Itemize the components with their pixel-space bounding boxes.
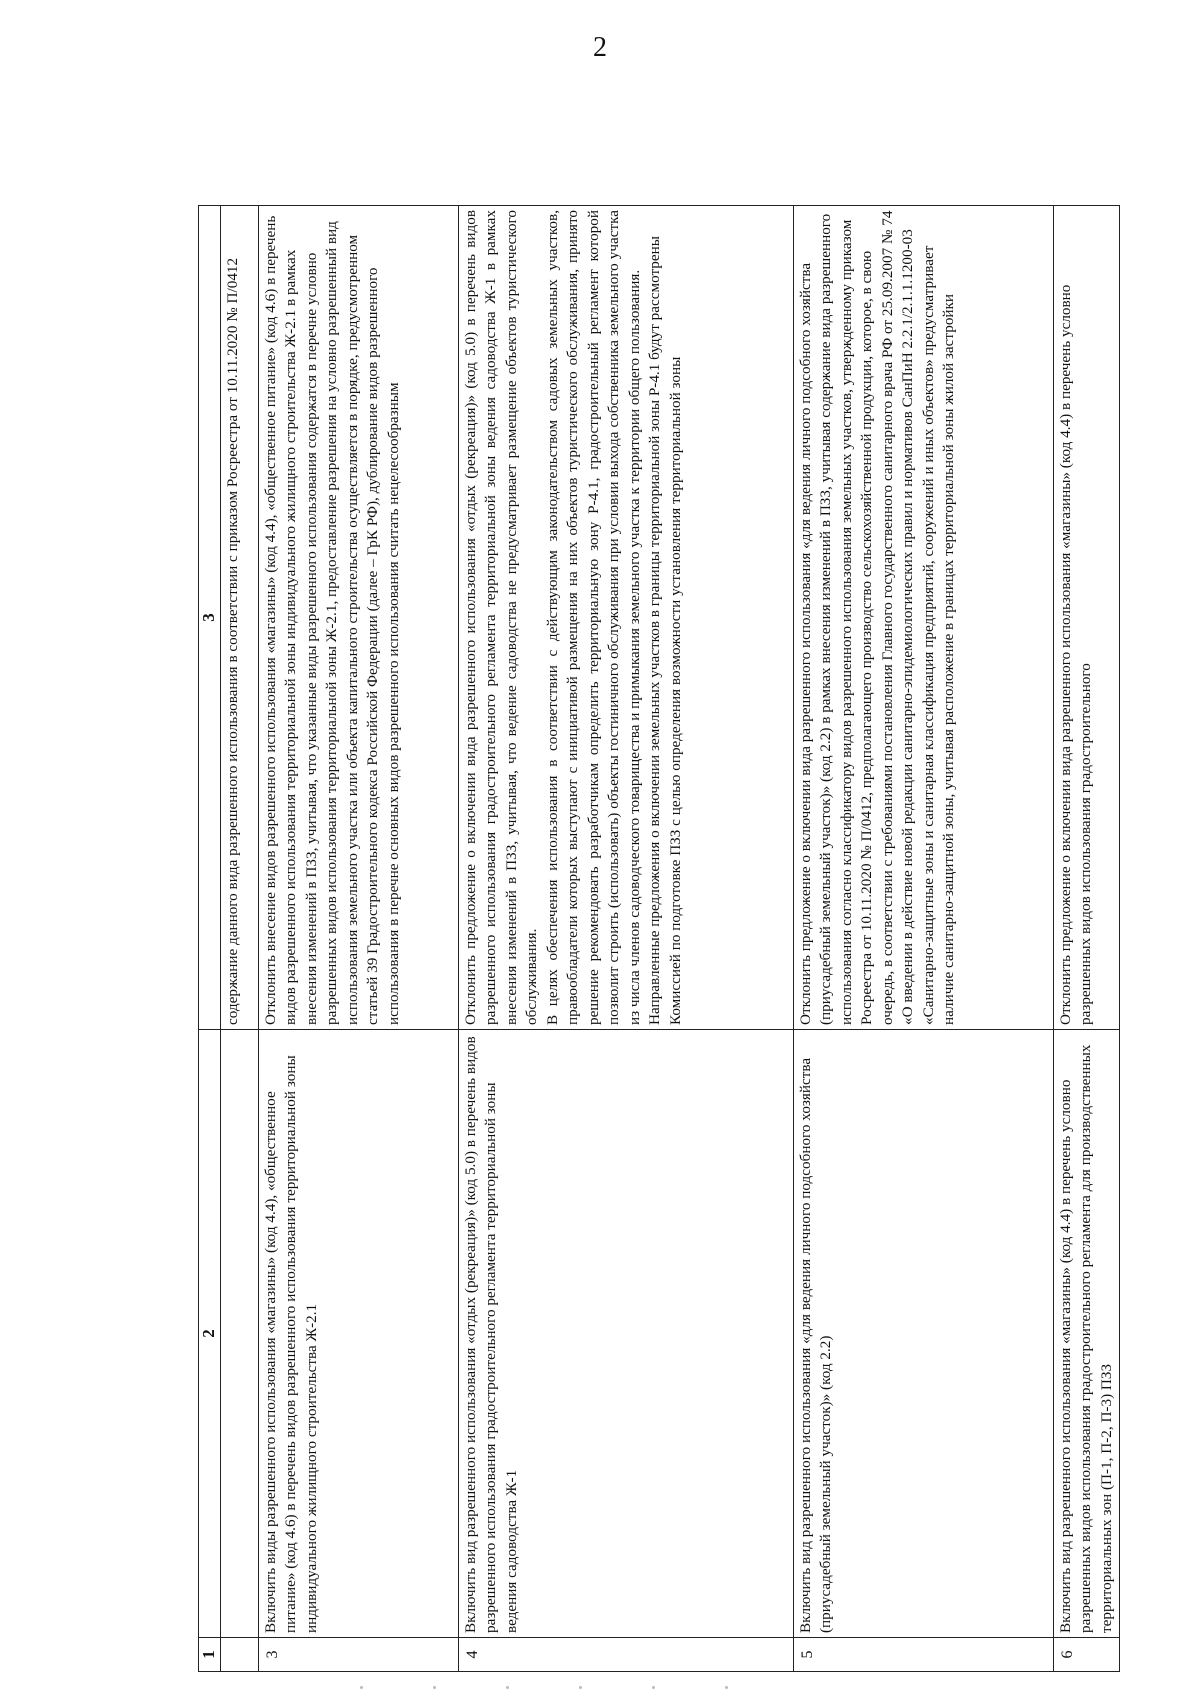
rotated-table-container xyxy=(198,206,1118,1672)
row-proposal: Включить вид разрешенного использования «для ведения личного подсобного хозяйства (приусадебный земельный участок)» (код 2.2) xyxy=(793,1030,1053,1638)
page-number: 2 xyxy=(593,32,607,63)
decision-paragraph: Отклонить внесение видов разрешенного использования «магазины» (код 4.4), «общественное питание» (код 4.6) в перечень видов разрешенного использования территориальной зоны индивидуального жилищного строительства Ж-2.1 в рамках внесения изменений в ПЗЗ, учитывая, что указанные виды разрешенного использования содержатся в перечне условно разрешенных видов использования территориальной зоны Ж-2.1, предоставление разрешения на условно разрешенный вид использования земельного участка или объекта капитального строительства осуществляется в порядке, предусмотренном статьей 39 Градостроительного кодекса Российской Федерации (далее – ГрК РФ), дублирование видов разрешенного использования в перечне основных видов разрешенного использования считать нецелесообразным xyxy=(261,215,402,1025)
header-col-2: 2 xyxy=(199,1030,221,1638)
decision-paragraph: В целях обеспечения использования в соответствии с действующим законодательством садовых земельных участков, правообладатели которых выступают с инициативой размещения на них объектов туристического обслуживания, принято решение рекомендовать разработчикам определить территориальную зону Р-4.1, градостроительный регламент которой позволит строить (использовать) объекты гостиничного обслуживания при условии выхода собственника земельного участка из числа членов садоводческого товарищества и примыкания земельного участка к территории общего пользования. xyxy=(543,210,643,1025)
decision-paragraph: Отклонить предложение о включении вида разрешенного использования «для ведения личного подсобного хозяйства (приусадебный земельный участок)» (код 2.2) в рамках внесения изменений в ПЗЗ, учитывая содержание вида разрешенного использования согласно классификатору видов разрешенного использования земельных участков, утвержденному приказом Росреестра от 10.11.2020 № П/0412, предполагающего производство сельскохозяйственной продукции, которое, в свою очередь, в соответствии с требованиями постановления Главного государственного санитарного врача РФ от 25.09.2007 № 74 «О введении в действие новой редакции санитарно-эпидемиологических правил и нормативов СанПиН 2.2.1/2.1.1.1200-03 «Санитарно-защитные зоны и санитарная классификация предприятий, сооружений и иных объектов» предусматривает наличие санитарно-защитной зоны, учитывая расположение в границах территориальной зоны жилой застройки xyxy=(796,210,957,1025)
scan-dot xyxy=(652,1686,655,1689)
row-decision xyxy=(258,206,458,1030)
row-proposal: Включить вид разрешенного использования «отдых (рекреация)» (код 5.0) в перечень видов разрешенного использования градостроительного регламента территориальной зоны ведения садоводства Ж-1 xyxy=(458,1030,793,1638)
scan-dot xyxy=(433,1686,436,1689)
row-number: 5 xyxy=(793,1638,1053,1672)
table-row xyxy=(458,206,793,1672)
decision-paragraph: Отклонить предложение о включении вида разрешенного использования «отдых (рекреация)» (код 5.0) в перечень видов разрешенного использования градостроительного регламента территориальной зоны ведения садоводства Ж-1 в рамках внесения изменений в ПЗЗ, учитывая, что ведение садоводства не предусматривает размещение объектов туристического обслуживания. xyxy=(461,210,540,1025)
row-number: 3 xyxy=(258,1638,458,1672)
table-row xyxy=(793,206,1053,1672)
scan-artifact-dots xyxy=(360,1676,860,1682)
proposals-table xyxy=(198,205,1120,1672)
continuation-num xyxy=(220,1638,258,1672)
table-row xyxy=(1053,206,1120,1672)
table-row xyxy=(258,206,458,1672)
header-col-1: 1 xyxy=(199,1638,221,1672)
row-number: 4 xyxy=(458,1638,793,1672)
scan-dot xyxy=(360,1686,363,1689)
row-decision xyxy=(793,206,1053,1030)
decision-paragraph: Отклонить предложение о включении вида разрешенного использования «магазины» (код 4.4) в перечень условно разрешенных видов использования градостроительного xyxy=(1056,284,1094,1025)
row-proposal: Включить виды разрешенного использования «магазины» (код 4.4), «общественное питание» (код 4.6) в перечень видов разрешенного использования территориальной зоны индивидуального жилищного строительства Ж-2.1 xyxy=(258,1030,458,1638)
header-col-3: 3 xyxy=(199,206,221,1030)
row-proposal: Включить вид разрешенного использования «магазины» (код 4.4) в перечень условно разрешенных видов использования градостроительного регламента для производственных территориальных зон (П-1, П-2, П-3) ПЗЗ xyxy=(1053,1030,1120,1638)
scan-dot xyxy=(725,1686,728,1689)
continuation-proposal xyxy=(220,1030,258,1638)
decision-paragraph: Направленные предложения о включении земельных участков в границы территориальной зоны Р-4.1 будут рассмотрены Комиссией по подготовке ПЗЗ с целью определения возможности установления территориальной зоны xyxy=(646,236,684,1025)
row-decision xyxy=(458,206,793,1030)
row-number: 6 xyxy=(1053,1638,1120,1672)
scan-dot xyxy=(506,1686,509,1689)
table-header-row xyxy=(199,206,221,1672)
continuation-row xyxy=(220,206,258,1672)
row-decision xyxy=(1053,206,1120,1030)
continuation-text: содержание данного вида разрешенного использования в соответствии с приказом Росреестра от 10.11.2020 № П/0412 xyxy=(220,206,258,1030)
scan-dot xyxy=(579,1686,582,1689)
